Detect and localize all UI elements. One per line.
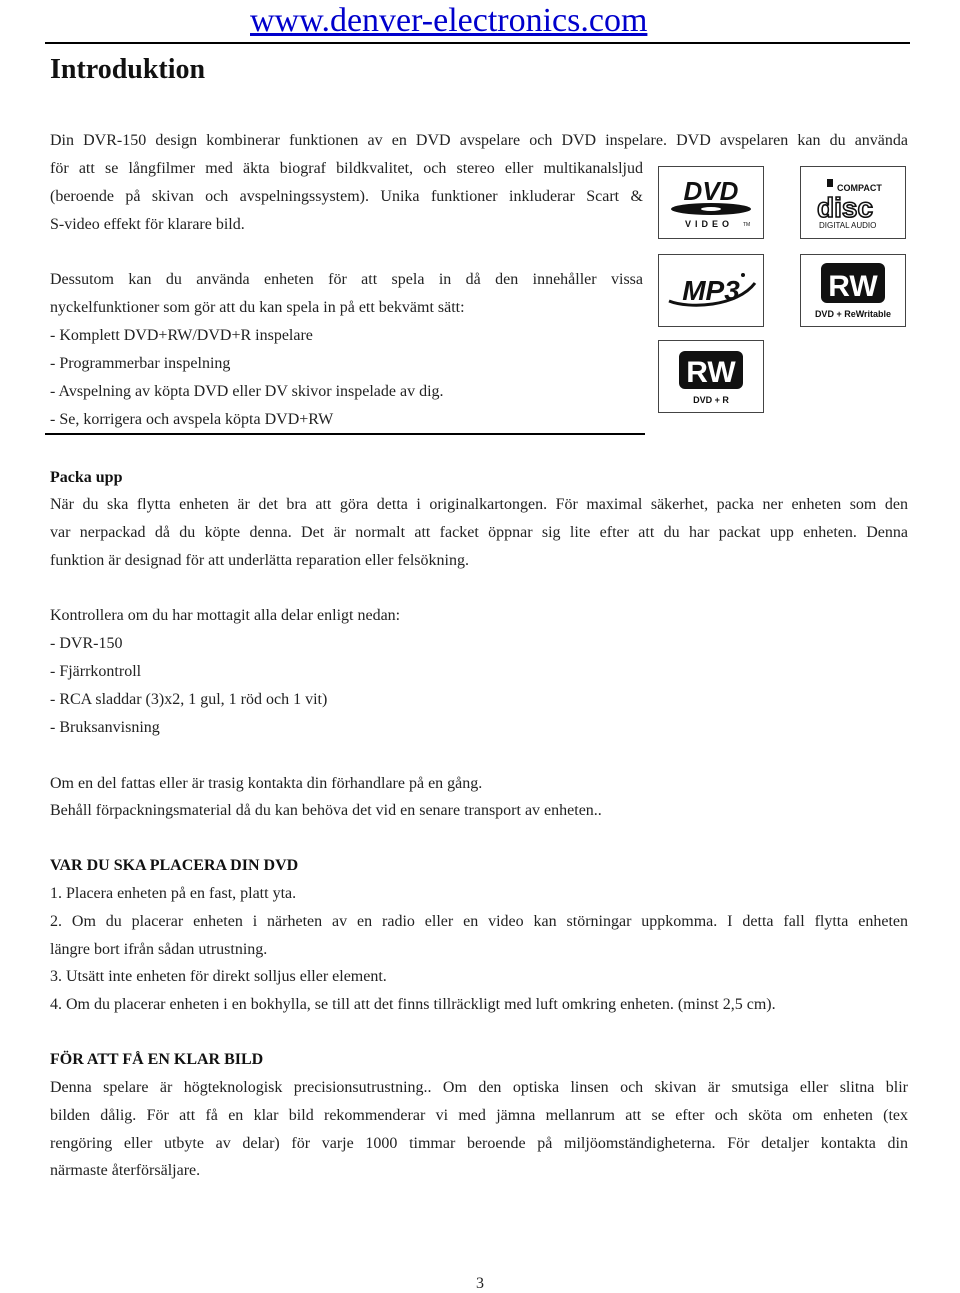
feature-item: - Komplett DVD+RW/DVD+R inspelare [50,327,313,344]
svg-text:DIGITAL AUDIO: DIGITAL AUDIO [819,221,877,230]
unpack-line: var nerpackad då du köpte denna. Det är normalt att facket öppnar sig lite efter att du har packat upp enheten. Denna [50,524,908,541]
svg-text:TM: TM [743,222,751,228]
svg-text:RW: RW [828,270,878,303]
dvd-video-logo [658,166,764,239]
svg-text:VIDEO: VIDEO [684,219,734,229]
intro-line: S-video effekt för klarare bild. [50,216,245,233]
website-url-link[interactable]: www.denver-electronics.com [250,2,648,39]
compact-disc-logo [800,166,906,239]
page-number: 3 [476,1275,484,1292]
dvd-rewritable-logo [800,254,906,327]
checklist-item: - RCA sladdar (3)x2, 1 gul, 1 röd och 1 vit) [50,691,328,708]
svg-text:DVD: DVD [683,176,739,206]
picture-line: närmaste återförsäljare. [50,1162,201,1179]
svg-text:DVD + R: DVD + R [693,395,729,405]
dvd-plus-r-logo [658,340,764,413]
intro-line: för att se långfilmer med äkta biograf bildkvalitet, och stereo eller multikanalsljud [50,160,643,177]
svg-text:DVD + ReWritable: DVD + ReWritable [814,309,892,319]
svg-text:RW: RW [686,356,736,389]
picture-heading: FÖR ATT FÅ EN KLAR BILD [50,1051,264,1068]
header-rule [45,42,910,44]
mp3-logo [658,254,764,327]
placement-line: 1. Placera enheten på en fast, platt yta. [50,885,297,902]
picture-line: Denna spelare är högteknologisk precisionsutrustning.. Om den optiska linsen och skivan är smutsiga eller slitna blir [50,1079,908,1096]
feature-item: - Se, korrigera och avspela köpta DVD+RW [50,411,334,428]
placement-line: längre bort ifrån sådan utrustning. [50,941,268,958]
feature-item: - Avspelning av köpta DVD eller DV skivor inspelade av dig. [50,383,444,400]
intro-line: Din DVR-150 design kombinerar funktionen av en DVD avspelare och DVD inspelare. DVD avspelaren kan du använda [50,132,908,149]
section-rule [45,433,645,435]
placement-heading: VAR DU SKA PLACERA DIN DVD [50,857,299,874]
svg-text:disc: disc [817,192,874,223]
placement-line: 4. Om du placerar enheten i en bokhylla, se till att det finns tillräckligt med luft omkring enheten. (minst 2,5 cm). [50,996,776,1013]
page-title: Introduktion [50,54,206,85]
intro-line: (beroende på skivan och avspelningssystem). Unika funktioner inkluderar Scart & [50,188,643,205]
placement-line: 3. Utsätt inte enheten för direkt solljus eller element. [50,968,387,985]
features-line: Dessutom kan du använda enheten för att spela in då den innehåller vissa [50,271,643,288]
features-line: nyckelfunktioner som gör att du kan spela in på ett bekvämt sätt: [50,299,465,316]
svg-text:COMPACT: COMPACT [837,183,882,193]
contact-line: Behåll förpackningsmaterial då du kan behöva det vid en senare transport av enheten.. [50,802,602,819]
checklist-item: - Bruksanvisning [50,719,160,736]
unpack-line: funktion är designad för att underlätta reparation eller felsökning. [50,552,469,569]
unpack-line: När du ska flytta enheten är det bra att göra detta i originalkartongen. För maximal säkerhet, packa ner enheten som den [50,496,908,513]
svg-text:MP3: MP3 [682,275,740,306]
feature-item: - Programmerbar inspelning [50,355,231,372]
placement-line: 2. Om du placerar enheten i närheten av en radio eller en video kan störningar uppkomma. I detta fall flytta enheten [50,913,908,930]
contact-line: Om en del fattas eller är trasig kontakta din förhandlare på en gång. [50,775,483,792]
unpack-heading: Packa upp [50,469,123,486]
checklist-item: - DVR-150 [50,635,123,652]
checklist-item: - Fjärrkontroll [50,663,142,680]
checklist-intro: Kontrollera om du har mottagit alla delar enligt nedan: [50,607,401,624]
picture-line: bilden dålig. För att få en klar bild rekommenderar vi med jämna mellanrum att se efter och sköta om enheten (tex [50,1107,908,1124]
picture-line: rengöring eller utbyte av delar) för varje 1000 timmar beroende på miljöomständigheterna. För detaljer kontakta din [50,1135,908,1152]
